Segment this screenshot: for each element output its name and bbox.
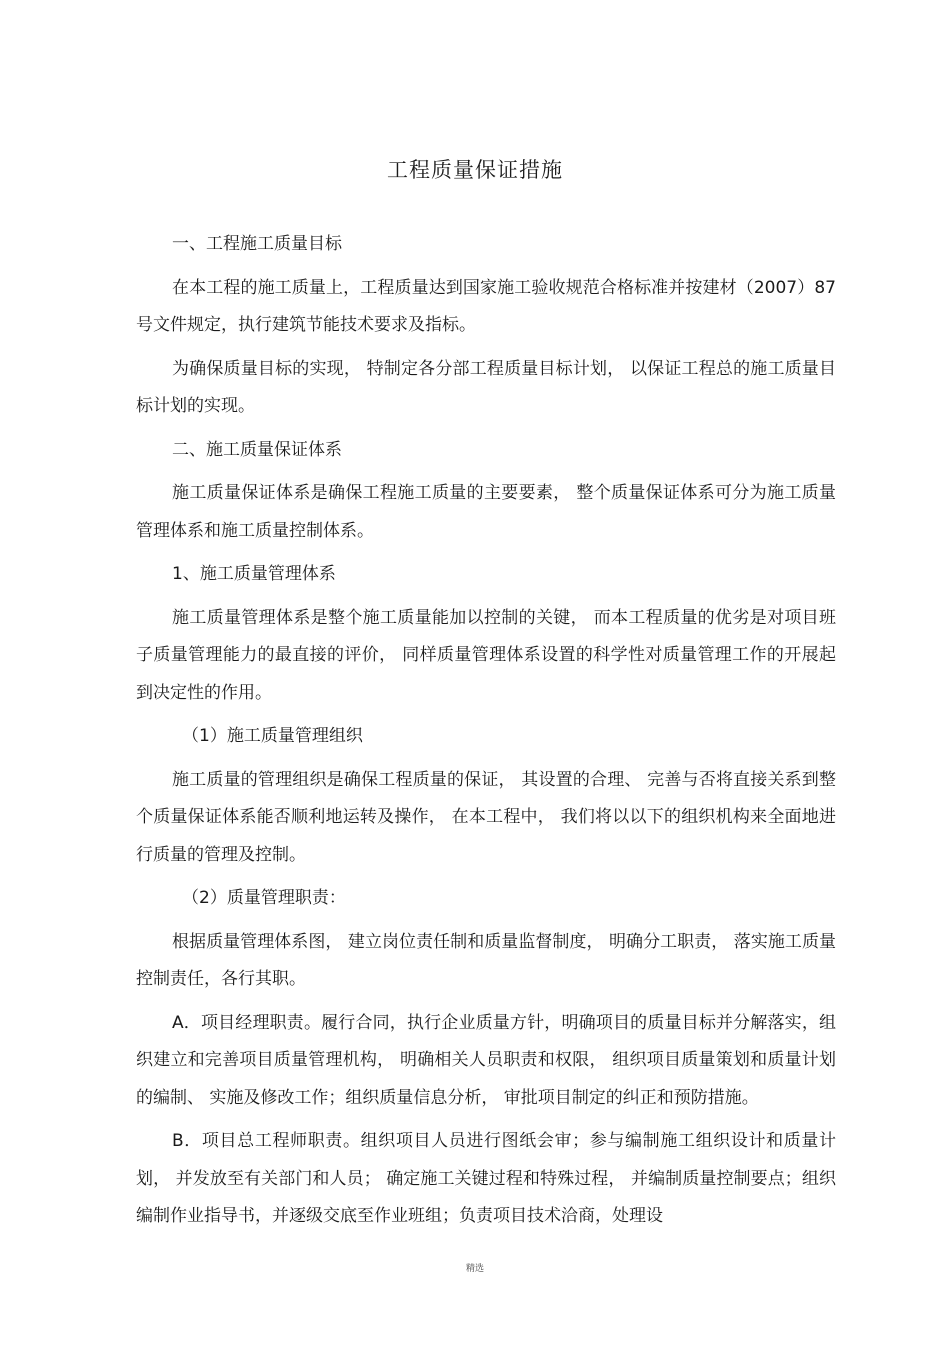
paragraph: 施工质量的管理组织是确保工程质量的保证， 其设置的合理、 完善与否将直接关系到整个质量保证体系能否顺利地运转及操作， 在本工程中， 我们将以以下的组织机构来全面地进行质量的管理及控制。 — [136, 769, 836, 865]
paragraph: 在本工程的施工质量上，工程质量达到国家施工验收规范合格标准并按建材（2007）87号文件规定，执行建筑节能技术要求及指标。 — [136, 277, 836, 335]
section-heading-quality-goal: 一、工程施工质量目标 — [172, 234, 342, 254]
paragraph: 施工质量保证体系是确保工程施工质量的主要要素， 整个质量保证体系可分为施工质量管理体系和施工质量控制体系。 — [136, 483, 836, 541]
subsection-heading-management-duties: （2）质量管理职责： — [182, 888, 346, 908]
paragraph: 为确保质量目标的实现， 特制定各分部工程质量目标计划， 以保证工程总的施工质量目标计划的实现。 — [136, 358, 836, 416]
page-footer: 精选 — [465, 1264, 484, 1274]
subsection-heading-management-organization: （1）施工质量管理组织 — [182, 726, 363, 746]
paragraph: 根据质量管理体系图， 建立岗位责任制和质量监督制度， 明确分工职责， 落实施工质量控制责任，各行其职。 — [136, 931, 836, 989]
paragraph-project-manager-duties: A．项目经理职责。履行合同，执行企业质量方针，明确项目的质量目标并分解落实，组织建立和完善项目质量管理机构， 明确相关人员职责和权限， 组织项目质量策划和质量计划的编制、 实施及修改工作；组织质量信息分析， 审批项目制定的纠正和预防措施。 — [136, 1012, 836, 1108]
subsection-heading-management-system: 1、施工质量管理体系 — [172, 564, 336, 584]
section-heading-quality-system: 二、施工质量保证体系 — [172, 439, 342, 460]
paragraph-chief-engineer-duties: B．项目总工程师职责。组织项目人员进行图纸会审；参与编制施工组织设计和质量计划， 并发放至有关部门和人员； 确定施工关键过程和特殊过程， 并编制质量控制要点；组织编制作业指导书，并逐级交底至作业班组；负责项目技术洽商，处理设 — [136, 1131, 836, 1226]
document-body — [136, 226, 836, 1242]
paragraph: 施工质量管理体系是整个施工质量能加以控制的关键， 而本工程质量的优劣是对项目班子质量管理能力的最直接的评价， 同样质量管理体系设置的科学性对质量管理工作的开展起到决定性的作用。 — [136, 607, 836, 703]
document-title: 工程质量保证措施 — [387, 158, 563, 182]
